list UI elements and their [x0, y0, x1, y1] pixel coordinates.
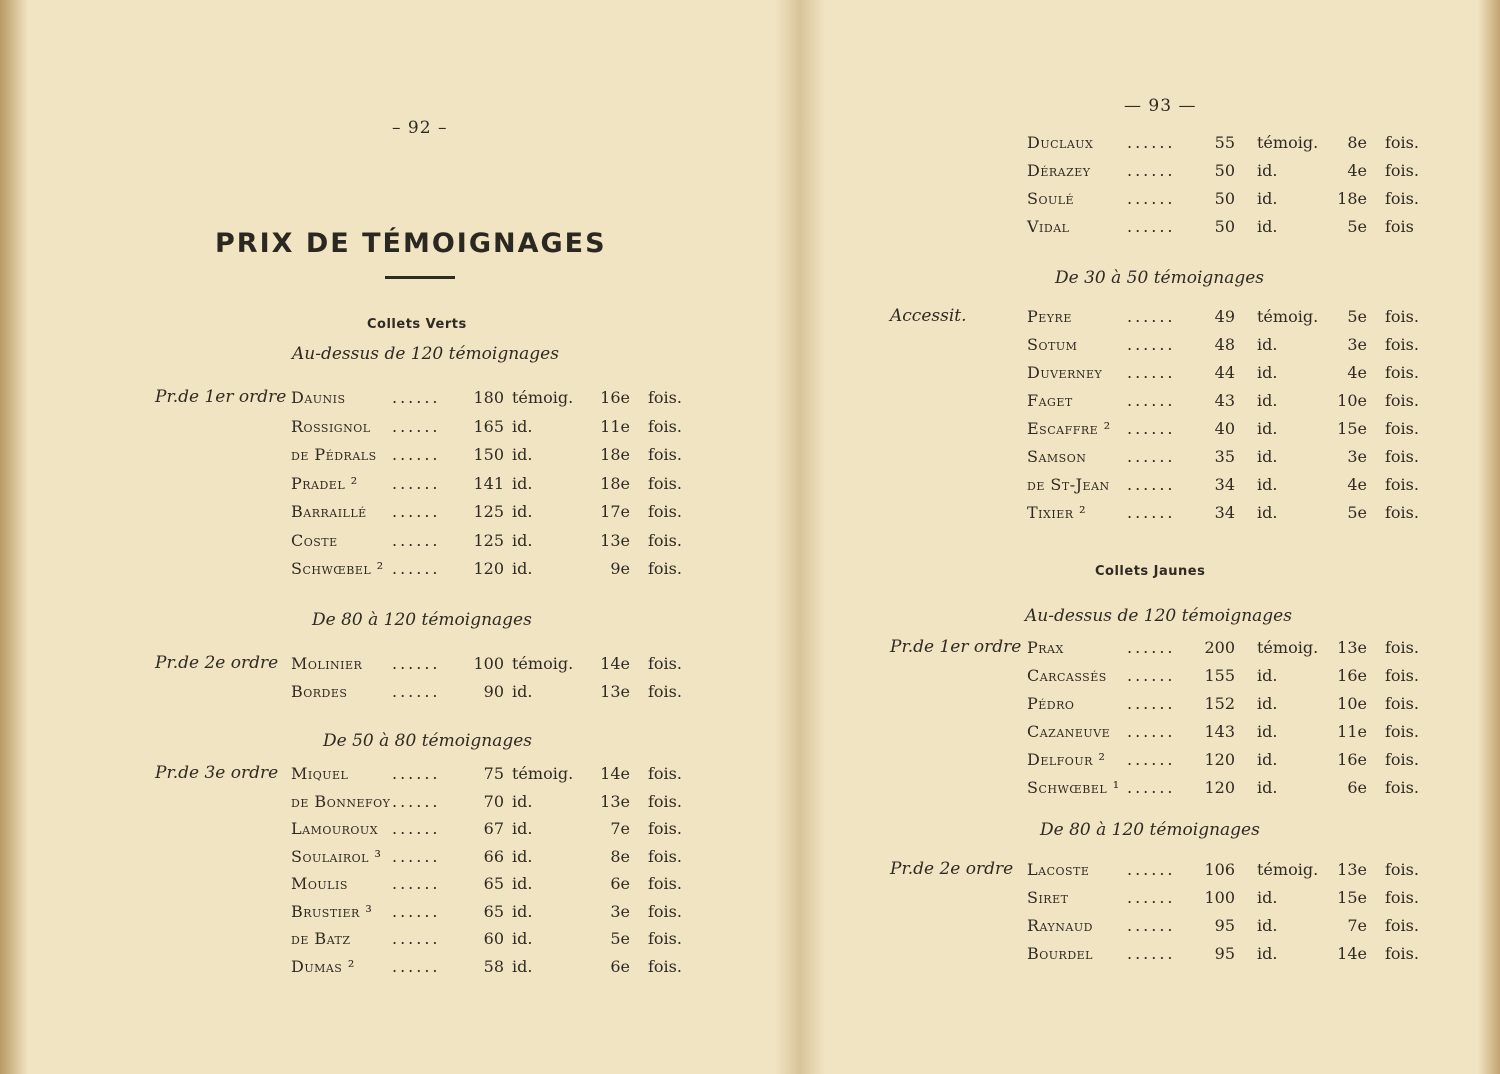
leader-dots: ......	[1127, 391, 1176, 410]
unit-label: id.	[1257, 391, 1278, 410]
rank-ordinal: 6e	[610, 956, 630, 976]
table-row	[805, 778, 1500, 804]
leader-dots: ......	[1127, 335, 1176, 354]
table-row	[805, 363, 1500, 389]
testimony-count: 125	[473, 530, 504, 550]
times-label: fois.	[1385, 363, 1419, 382]
rank-ordinal: 3e	[610, 901, 630, 921]
category-heading: Collets Verts	[367, 317, 467, 332]
table-row	[805, 722, 1500, 748]
unit-label: id.	[512, 791, 533, 811]
entry-name: Vidal	[1027, 217, 1070, 236]
entry-name: Siret	[1027, 888, 1069, 907]
unit-label: témoig.	[512, 388, 574, 407]
leader-dots: ......	[392, 901, 441, 921]
entry-name: Delfour ²	[1027, 750, 1106, 769]
entry-name: de Bonnefoy	[291, 791, 391, 811]
times-label: fois.	[1385, 666, 1419, 685]
times-label: fois.	[1385, 419, 1419, 438]
table-row	[805, 419, 1500, 445]
entry-name: de St-Jean	[1027, 475, 1110, 494]
unit-label: id.	[1257, 447, 1278, 466]
entry-name: Molinier	[291, 654, 363, 673]
times-label: fois.	[1385, 778, 1419, 797]
times-label: fois.	[1385, 638, 1419, 657]
rank-ordinal: 4e	[1347, 475, 1367, 494]
leader-dots: ......	[392, 956, 441, 976]
times-label: fois.	[648, 502, 682, 521]
row-label: Pr.de 1er ordre	[890, 637, 1022, 657]
rank-ordinal: 6e	[1347, 778, 1367, 797]
table-row	[805, 666, 1500, 692]
unit-label: id.	[1257, 419, 1278, 438]
leader-dots: ......	[392, 445, 441, 464]
rank-ordinal: 17e	[600, 502, 630, 521]
leader-dots: ......	[1127, 694, 1176, 713]
testimony-count: 58	[483, 956, 504, 976]
entry-name: Soulairol ³	[291, 846, 382, 866]
entry-name: Daunis	[291, 388, 346, 407]
rank-ordinal: 18e	[600, 473, 630, 493]
leader-dots: ......	[1127, 363, 1176, 382]
entry-name: Coste	[291, 530, 338, 550]
table-row	[0, 957, 790, 983]
leader-dots: ......	[1127, 888, 1176, 907]
testimony-count: 44	[1214, 363, 1235, 382]
leader-dots: ......	[1127, 638, 1176, 657]
times-label: fois.	[648, 445, 682, 464]
entry-name: Bordes	[291, 682, 348, 701]
rank-ordinal: 5e	[1347, 217, 1367, 236]
testimony-count: 50	[1214, 161, 1235, 180]
rank-ordinal: 5e	[1347, 307, 1367, 326]
rank-ordinal: 14e	[1337, 944, 1367, 963]
leader-dots: ......	[1127, 916, 1176, 935]
leader-dots: ......	[392, 764, 441, 783]
times-label: fois.	[1385, 944, 1419, 963]
table-row	[0, 764, 790, 790]
page-number: — 93 —	[1124, 96, 1197, 116]
unit-label: témoig.	[1257, 307, 1319, 326]
unit-label: id.	[512, 901, 533, 921]
times-label: fois.	[648, 416, 682, 436]
entry-name: Dérazey	[1027, 161, 1091, 180]
times-label: fois.	[1385, 307, 1419, 326]
testimony-count: 34	[1214, 503, 1235, 522]
unit-label: id.	[1257, 363, 1278, 382]
leader-dots: ......	[392, 416, 441, 436]
rank-ordinal: 16e	[1337, 750, 1367, 769]
table-row	[0, 819, 790, 845]
rank-ordinal: 5e	[1347, 503, 1367, 522]
table-row	[805, 391, 1500, 417]
table-row	[805, 860, 1500, 886]
times-label: fois.	[1385, 916, 1419, 935]
times-label: fois.	[648, 388, 682, 407]
testimony-count: 95	[1214, 916, 1235, 935]
entry-name: Lamouroux	[291, 819, 379, 838]
table-row	[0, 874, 790, 900]
testimony-count: 75	[483, 764, 504, 783]
leader-dots: ......	[1127, 161, 1176, 180]
leader-dots: ......	[392, 929, 441, 948]
entry-name: Escaffre ²	[1027, 419, 1111, 438]
rank-ordinal: 7e	[1347, 916, 1367, 935]
table-row	[0, 445, 790, 471]
leader-dots: ......	[1127, 860, 1176, 879]
table-row	[0, 474, 790, 500]
section-heading: Au-dessus de 120 témoignages	[292, 344, 559, 364]
testimony-count: 49	[1214, 307, 1235, 326]
table-row	[805, 888, 1500, 914]
testimony-count: 70	[483, 791, 504, 811]
times-label: fois.	[648, 929, 682, 948]
table-row	[805, 133, 1500, 159]
testimony-count: 55	[1214, 133, 1235, 152]
rank-ordinal: 8e	[610, 846, 630, 866]
table-row	[805, 189, 1500, 215]
rank-ordinal: 9e	[610, 559, 630, 578]
rank-ordinal: 16e	[600, 388, 630, 407]
row-label: Pr.de 2e ordre	[155, 653, 279, 673]
table-row	[0, 417, 790, 443]
table-row	[0, 929, 790, 955]
unit-label: id.	[1257, 475, 1278, 494]
leader-dots: ......	[1127, 447, 1176, 466]
entry-name: Pradel ²	[291, 473, 358, 493]
section-heading: De 50 à 80 témoignages	[323, 731, 533, 751]
table-row	[0, 388, 790, 414]
leader-dots: ......	[392, 473, 441, 493]
entry-name: Moulis	[291, 874, 348, 893]
leader-dots: ......	[392, 874, 441, 893]
table-row	[805, 447, 1500, 473]
rank-ordinal: 4e	[1347, 363, 1367, 382]
rank-ordinal: 10e	[1337, 391, 1367, 410]
times-label: fois.	[648, 682, 682, 701]
section-heading: De 80 à 120 témoignages	[312, 610, 532, 630]
rank-ordinal: 11e	[600, 416, 630, 436]
entry-name: Barraillé	[291, 502, 367, 521]
unit-label: id.	[1257, 503, 1278, 522]
times-label: fois.	[1385, 447, 1419, 466]
leader-dots: ......	[1127, 475, 1176, 494]
times-label: fois.	[1385, 694, 1419, 713]
unit-label: id.	[512, 956, 533, 976]
table-row	[805, 475, 1500, 501]
times-label: fois	[1385, 217, 1414, 236]
rank-ordinal: 18e	[1337, 189, 1367, 208]
testimony-count: 180	[473, 388, 504, 407]
unit-label: id.	[1257, 694, 1278, 713]
times-label: fois.	[648, 791, 682, 811]
rank-ordinal: 16e	[1337, 666, 1367, 685]
table-row	[0, 559, 790, 585]
testimony-count: 60	[483, 929, 504, 948]
testimony-count: 200	[1204, 638, 1235, 657]
entry-name: de Pédrals	[291, 445, 377, 464]
times-label: fois.	[1385, 391, 1419, 410]
entry-name: de Batz	[291, 929, 351, 948]
rank-ordinal: 14e	[600, 764, 630, 783]
rank-ordinal: 13e	[1337, 860, 1367, 879]
section-heading: De 80 à 120 témoignages	[1040, 820, 1260, 840]
testimony-count: 100	[473, 654, 504, 673]
entry-name: Soulé	[1027, 189, 1075, 208]
rank-ordinal: 4e	[1347, 161, 1367, 180]
testimony-count: 35	[1214, 447, 1235, 466]
unit-label: id.	[512, 846, 533, 866]
table-row	[0, 792, 790, 818]
leader-dots: ......	[392, 819, 441, 838]
leader-dots: ......	[1127, 217, 1176, 236]
leader-dots: ......	[1127, 307, 1176, 326]
rank-ordinal: 6e	[610, 874, 630, 893]
entry-name: Peyre	[1027, 307, 1072, 326]
times-label: fois.	[1385, 475, 1419, 494]
table-row	[0, 654, 790, 680]
rank-ordinal: 11e	[1337, 722, 1367, 741]
testimony-count: 65	[483, 901, 504, 921]
unit-label: id.	[512, 445, 533, 464]
times-label: fois.	[1385, 335, 1419, 354]
times-label: fois.	[1385, 860, 1419, 879]
table-row	[0, 682, 790, 708]
leader-dots: ......	[1127, 189, 1176, 208]
times-label: fois.	[648, 559, 682, 578]
testimony-count: 165	[473, 416, 504, 436]
leader-dots: ......	[1127, 419, 1176, 438]
entry-name: Sotum	[1027, 335, 1078, 354]
rank-ordinal: 3e	[1347, 335, 1367, 354]
row-label: Pr.de 1er ordre	[155, 387, 287, 407]
entry-name: Rossignol	[291, 416, 371, 436]
table-row	[805, 944, 1500, 970]
unit-label: témoig.	[1257, 860, 1319, 879]
leader-dots: ......	[1127, 750, 1176, 769]
times-label: fois.	[648, 654, 682, 673]
testimony-count: 50	[1214, 189, 1235, 208]
unit-label: id.	[512, 929, 533, 948]
testimony-count: 95	[1214, 944, 1235, 963]
leader-dots: ......	[392, 530, 441, 550]
unit-label: id.	[1257, 722, 1278, 741]
unit-label: id.	[512, 682, 533, 701]
section-heading: De 30 à 50 témoignages	[1055, 268, 1265, 288]
testimony-count: 155	[1204, 666, 1235, 685]
leader-dots: ......	[392, 388, 441, 407]
testimony-count: 106	[1204, 860, 1235, 879]
unit-label: id.	[512, 473, 533, 493]
unit-label: témoig.	[1257, 133, 1319, 152]
leader-dots: ......	[1127, 944, 1176, 963]
times-label: fois.	[648, 956, 682, 976]
unit-label: id.	[1257, 750, 1278, 769]
table-row	[0, 902, 790, 928]
times-label: fois.	[648, 764, 682, 783]
unit-label: id.	[1257, 666, 1278, 685]
unit-label: id.	[1257, 189, 1278, 208]
unit-label: id.	[1257, 161, 1278, 180]
rank-ordinal: 13e	[600, 530, 630, 550]
table-row	[805, 916, 1500, 942]
times-label: fois.	[1385, 750, 1419, 769]
entry-name: Brustier ³	[291, 901, 373, 921]
unit-label: id.	[512, 819, 533, 838]
table-row	[805, 335, 1500, 361]
rank-ordinal: 18e	[600, 445, 630, 464]
title-rule	[385, 276, 455, 279]
unit-label: id.	[1257, 888, 1278, 907]
entry-name: Miquel	[291, 764, 349, 783]
page-93	[805, 0, 1500, 1074]
category-heading: Collets Jaunes	[1095, 564, 1206, 579]
leader-dots: ......	[392, 502, 441, 521]
testimony-count: 65	[483, 874, 504, 893]
testimony-count: 100	[1204, 888, 1235, 907]
page-title: PRIX DE TÉMOIGNAGES	[215, 228, 607, 259]
leader-dots: ......	[392, 682, 441, 701]
table-row	[805, 307, 1500, 333]
times-label: fois.	[1385, 161, 1419, 180]
row-label: Accessit.	[890, 306, 967, 326]
testimony-count: 67	[483, 819, 504, 838]
rank-ordinal: 15e	[1337, 419, 1367, 438]
table-row	[0, 847, 790, 873]
row-label: Pr.de 3e ordre	[155, 763, 279, 783]
rank-ordinal: 5e	[610, 929, 630, 948]
leader-dots: ......	[392, 654, 441, 673]
testimony-count: 150	[473, 445, 504, 464]
entry-name: Pédro	[1027, 694, 1075, 713]
testimony-count: 141	[473, 473, 504, 493]
testimony-count: 120	[1204, 750, 1235, 769]
times-label: fois.	[648, 473, 682, 493]
row-label: Pr.de 2e ordre	[890, 859, 1014, 879]
testimony-count: 120	[1204, 778, 1235, 797]
table-row	[0, 531, 790, 557]
rank-ordinal: 7e	[610, 819, 630, 838]
table-row	[805, 161, 1500, 187]
entry-name: Prax	[1027, 638, 1064, 657]
testimony-count: 90	[483, 682, 504, 701]
leader-dots: ......	[1127, 778, 1176, 797]
rank-ordinal: 15e	[1337, 888, 1367, 907]
entry-name: Dumas ²	[291, 956, 355, 976]
times-label: fois.	[648, 874, 682, 893]
unit-label: id.	[512, 530, 533, 550]
leader-dots: ......	[392, 559, 441, 578]
times-label: fois.	[1385, 503, 1419, 522]
entry-name: Samson	[1027, 447, 1087, 466]
unit-label: id.	[1257, 916, 1278, 935]
times-label: fois.	[1385, 133, 1419, 152]
section-heading: Au-dessus de 120 témoignages	[1025, 606, 1292, 626]
unit-label: id.	[1257, 335, 1278, 354]
entry-name: Lacoste	[1027, 860, 1090, 879]
table-row	[0, 502, 790, 528]
leader-dots: ......	[1127, 503, 1176, 522]
testimony-count: 125	[473, 502, 504, 521]
testimony-count: 152	[1204, 694, 1235, 713]
unit-label: id.	[512, 502, 533, 521]
times-label: fois.	[648, 901, 682, 921]
leader-dots: ......	[392, 791, 441, 811]
entry-name: Faget	[1027, 391, 1073, 410]
entry-name: Bourdel	[1027, 944, 1093, 963]
testimony-count: 50	[1214, 217, 1235, 236]
unit-label: id.	[512, 874, 533, 893]
unit-label: témoig.	[512, 764, 574, 783]
times-label: fois.	[1385, 722, 1419, 741]
testimony-count: 66	[483, 846, 504, 866]
testimony-count: 143	[1204, 722, 1235, 741]
unit-label: id.	[1257, 944, 1278, 963]
entry-name: Duverney	[1027, 363, 1103, 382]
table-row	[805, 638, 1500, 664]
entry-name: Schwœbel ¹	[1027, 778, 1120, 797]
rank-ordinal: 13e	[1337, 638, 1367, 657]
times-label: fois.	[648, 819, 682, 838]
testimony-count: 43	[1214, 391, 1235, 410]
unit-label: id.	[512, 416, 533, 436]
times-label: fois.	[1385, 189, 1419, 208]
table-row	[805, 750, 1500, 776]
testimony-count: 34	[1214, 475, 1235, 494]
leader-dots: ......	[1127, 666, 1176, 685]
entry-name: Cazaneuve	[1027, 722, 1111, 741]
testimony-count: 40	[1214, 419, 1235, 438]
leader-dots: ......	[1127, 133, 1176, 152]
rank-ordinal: 8e	[1347, 133, 1367, 152]
testimony-count: 120	[473, 559, 504, 578]
unit-label: id.	[1257, 778, 1278, 797]
leader-dots: ......	[1127, 722, 1176, 741]
unit-label: id.	[512, 559, 533, 578]
entry-name: Raynaud	[1027, 916, 1093, 935]
rank-ordinal: 10e	[1337, 694, 1367, 713]
table-row	[805, 503, 1500, 529]
entry-name: Tixier ²	[1027, 503, 1087, 522]
page-number: – 92 –	[392, 118, 448, 138]
unit-label: témoig.	[1257, 638, 1319, 657]
rank-ordinal: 13e	[600, 682, 630, 701]
leader-dots: ......	[392, 846, 441, 866]
rank-ordinal: 13e	[600, 791, 630, 811]
times-label: fois.	[1385, 888, 1419, 907]
table-row	[805, 694, 1500, 720]
entry-name: Schwœbel ²	[291, 559, 384, 578]
rank-ordinal: 14e	[600, 654, 630, 673]
testimony-count: 48	[1214, 335, 1235, 354]
unit-label: témoig.	[512, 654, 574, 673]
times-label: fois.	[648, 846, 682, 866]
entry-name: Duclaux	[1027, 133, 1094, 152]
unit-label: id.	[1257, 217, 1278, 236]
entry-name: Carcassés	[1027, 666, 1107, 685]
rank-ordinal: 3e	[1347, 447, 1367, 466]
table-row	[805, 217, 1500, 243]
times-label: fois.	[648, 530, 682, 550]
